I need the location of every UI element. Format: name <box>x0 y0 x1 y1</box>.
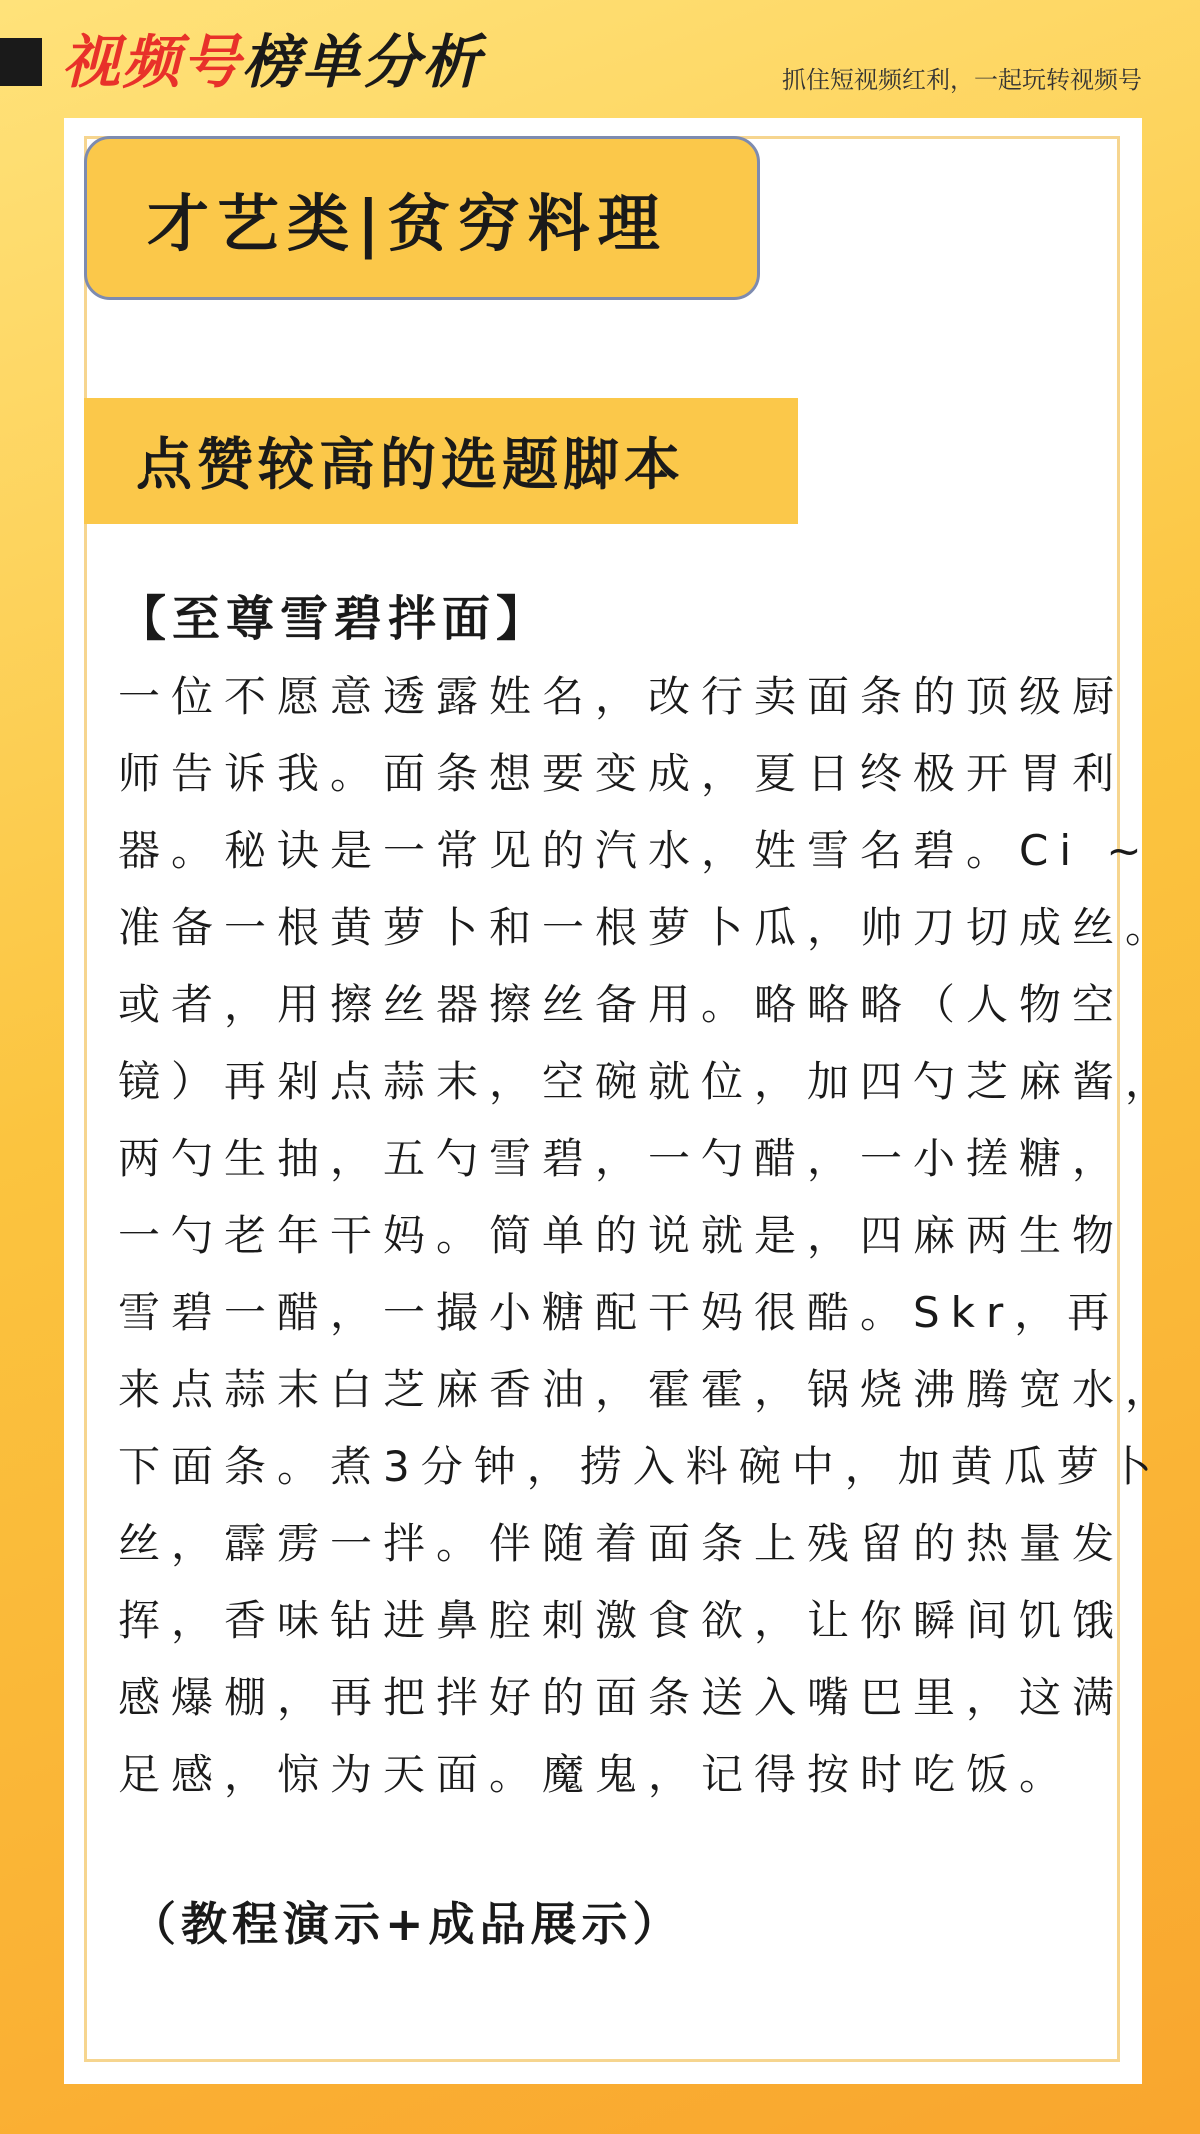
header-square-decoration <box>0 38 42 86</box>
script-line: 或者，用擦丝器擦丝备用。略略略（人物空 <box>118 980 1126 1029</box>
brand-title-red: 视频号 <box>62 28 243 96</box>
section-banner <box>84 398 798 524</box>
script-line: 一勺老年干妈。简单的说就是，四麻两生物 <box>118 1211 1126 1260</box>
script-title: 【至尊雪碧拌面】 <box>118 591 551 647</box>
script-line: 两勺生抽，五勺雪碧，一勺醋，一小搓糖， <box>118 1134 1126 1183</box>
script-line: 下面条。煮3分钟，捞入料碗中，加黄瓜萝卜 <box>118 1442 1163 1491</box>
category-title: 才艺类|贫穷料理 <box>147 186 668 260</box>
header-slogan: 抓住短视频红利，一起玩转视频号 <box>782 66 1142 94</box>
script-line: 一位不愿意透露姓名，改行卖面条的顶级厨 <box>118 672 1126 721</box>
script-line: 感爆棚，再把拌好的面条送入嘴巴里，这满 <box>118 1673 1126 1722</box>
script-line: 师告诉我。面条想要变成，夏日终极开胃利 <box>118 749 1126 798</box>
brand-title-black: 榜单分析 <box>242 28 483 96</box>
script-line: 镜）再剁点蒜末，空碗就位，加四勺芝麻酱， <box>118 1057 1179 1106</box>
script-footer-note: （教程演示+成品展示） <box>130 1897 684 1951</box>
script-line: 雪碧一醋，一撮小糖配干妈很酷。Skr，再 <box>118 1288 1121 1337</box>
script-line: 来点蒜末白芝麻香油，霍霍，锅烧沸腾宽水， <box>118 1365 1179 1414</box>
section-title: 点赞较高的选题脚本 <box>136 433 685 498</box>
script-body <box>118 658 1179 1813</box>
script-line: 挥，香味钻进鼻腔刺激食欲，让你瞬间饥饿 <box>118 1596 1126 1645</box>
script-line: 足感，惊为天面。魔鬼，记得按时吃饭。 <box>118 1750 1073 1799</box>
brand-title <box>62 22 482 102</box>
script-line: 器。秘诀是一常见的汽水，姓雪名碧。Ci ~ <box>118 826 1153 875</box>
script-line: 准备一根黄萝卜和一根萝卜瓜，帅刀切成丝。 <box>118 903 1179 952</box>
script-line: 丝，霹雳一拌。伴随着面条上残留的热量发 <box>118 1519 1126 1568</box>
category-box <box>84 136 760 300</box>
